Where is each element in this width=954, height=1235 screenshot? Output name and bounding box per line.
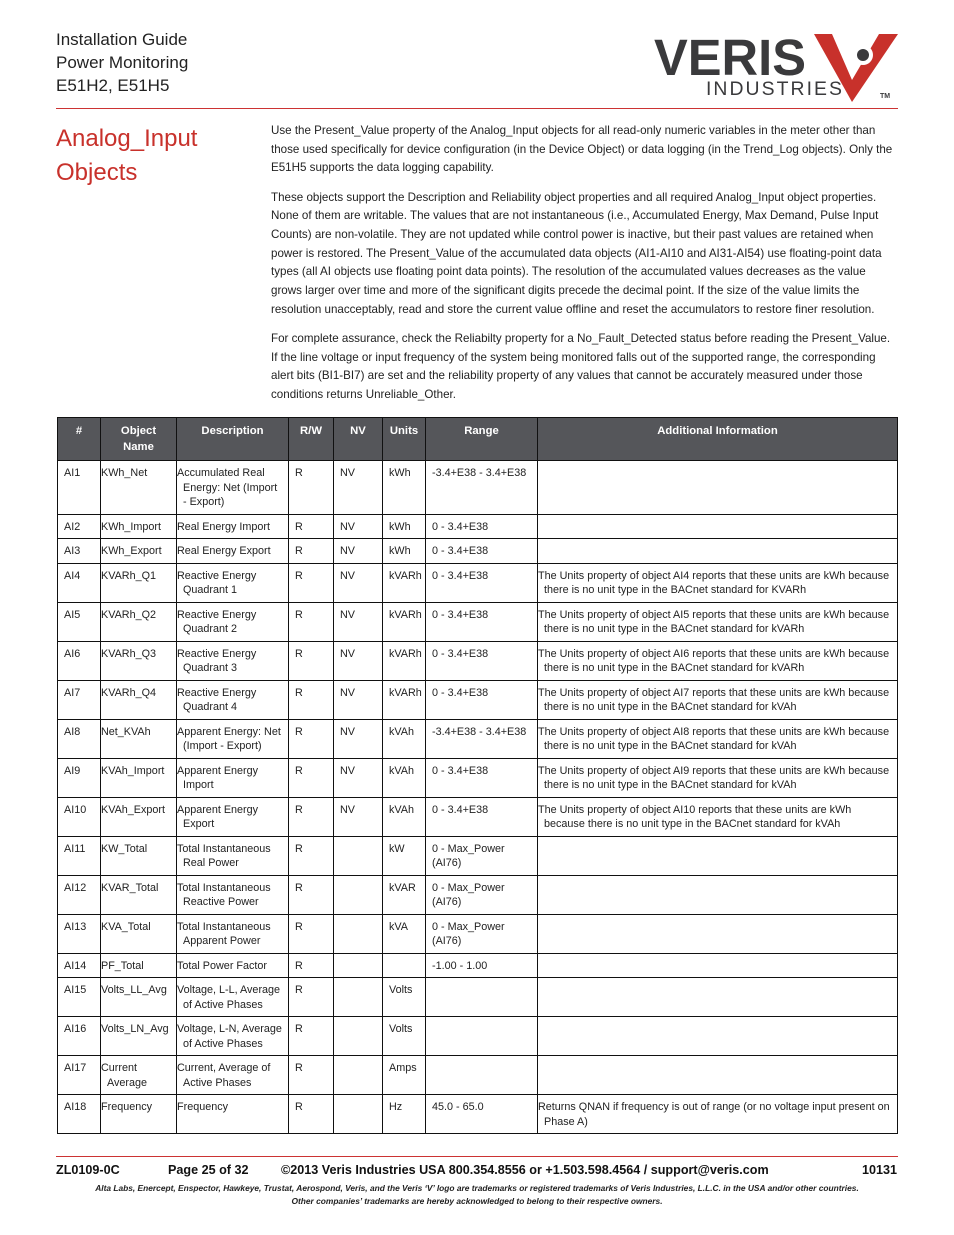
cell-units: kVAh — [383, 758, 426, 797]
col-header-range: Range — [426, 418, 538, 461]
cell-additional-info: The Units property of object AI7 reports that these units are kWh because there is no unit type in the BACnet standard for kVAh — [538, 680, 898, 719]
table-row — [58, 461, 898, 515]
table-row — [58, 641, 898, 680]
footer-trademark-line2: Other companies’ trademarks are hereby acknowledged to belong to their respective owners. — [291, 1196, 663, 1206]
cell-number: AI12 — [58, 875, 101, 914]
cell-additional-info — [538, 539, 898, 564]
cell-units: Volts — [383, 1017, 426, 1056]
cell-units — [383, 953, 426, 978]
section-title-line2: Objects — [56, 159, 138, 186]
cell-range — [426, 1017, 538, 1056]
cell-number: AI14 — [58, 953, 101, 978]
cell-number: AI18 — [58, 1095, 101, 1134]
cell-description: Voltage, L-N, Average of Active Phases — [177, 1017, 289, 1056]
cell-nv — [334, 914, 383, 953]
cell-units: Volts — [383, 978, 426, 1017]
cell-range — [426, 978, 538, 1017]
header-rule — [56, 108, 898, 109]
table-row — [58, 914, 898, 953]
cell-rw: R — [289, 461, 334, 515]
cell-range: 0 - 3.4+E38 — [426, 602, 538, 641]
cell-units: kVARh — [383, 641, 426, 680]
cell-range: 0 - 3.4+E38 — [426, 641, 538, 680]
cell-description: Apparent Energy: Net (Import - Export) — [177, 719, 289, 758]
cell-rw: R — [289, 978, 334, 1017]
cell-nv: NV — [334, 602, 383, 641]
cell-rw: R — [289, 719, 334, 758]
cell-additional-info — [538, 914, 898, 953]
cell-additional-info — [538, 1056, 898, 1095]
table-row — [58, 1017, 898, 1056]
cell-rw: R — [289, 514, 334, 539]
cell-units: Amps — [383, 1056, 426, 1095]
col-header-description: Description — [177, 418, 289, 461]
cell-number: AI1 — [58, 461, 101, 515]
cell-units: kVA — [383, 914, 426, 953]
doc-title-line2: Power Monitoring — [56, 53, 189, 72]
cell-additional-info — [538, 461, 898, 515]
cell-number: AI9 — [58, 758, 101, 797]
document-title-block — [56, 28, 188, 97]
cell-additional-info: The Units property of object AI8 reports that these units are kWh because there is no unit type in the BACnet standard for kVAh — [538, 719, 898, 758]
cell-range: -3.4+E38 - 3.4+E38 — [426, 719, 538, 758]
veris-logo — [654, 28, 900, 104]
cell-additional-info: The Units property of object AI4 reports that these units are kWh because there is no unit type in the BACnet standard for KVARh — [538, 563, 898, 602]
cell-additional-info: The Units property of object AI6 reports that these units are kWh because there is no unit type in the BACnet standard for kVARh — [538, 641, 898, 680]
intro-paragraph: Use the Present_Value property of the Analog_Input objects for all read-only numeric variables in the meter other than those used specifically for device configuration (in the Device Object) or data logging (in the Trend_Log objects). Only the E51H5 supports the data logging capability. — [271, 124, 893, 175]
cell-range: -1.00 - 1.00 — [426, 953, 538, 978]
cell-additional-info: The Units property of object AI10 reports that these units are kWh because there is no unit type in the BACnet standard for kVAh — [538, 797, 898, 836]
cell-number: AI4 — [58, 563, 101, 602]
cell-description: Accumulated Real Energy: Net (Import - Export) — [177, 461, 289, 515]
cell-number: AI5 — [58, 602, 101, 641]
col-header-additional-info: Additional Information — [538, 418, 898, 461]
cell-units: kWh — [383, 539, 426, 564]
cell-nv — [334, 978, 383, 1017]
cell-range: 0 - 3.4+E38 — [426, 680, 538, 719]
cell-description: Real Energy Export — [177, 539, 289, 564]
cell-description: Reactive Energy Quadrant 4 — [177, 680, 289, 719]
cell-units: kW — [383, 836, 426, 875]
table-row — [58, 602, 898, 641]
table-row — [58, 1095, 898, 1134]
cell-object-name: KVAh_Export — [101, 797, 177, 836]
cell-nv: NV — [334, 539, 383, 564]
cell-range: 0 - 3.4+E38 — [426, 563, 538, 602]
cell-rw: R — [289, 680, 334, 719]
cell-description: Reactive Energy Quadrant 3 — [177, 641, 289, 680]
cell-rw: R — [289, 1056, 334, 1095]
cell-description: Total Power Factor — [177, 953, 289, 978]
cell-description: Voltage, L-L, Average of Active Phases — [177, 978, 289, 1017]
cell-description: Total Instantaneous Apparent Power — [177, 914, 289, 953]
cell-number: AI7 — [58, 680, 101, 719]
cell-number: AI15 — [58, 978, 101, 1017]
cell-nv: NV — [334, 641, 383, 680]
cell-object-name: Current Average — [101, 1056, 177, 1095]
cell-object-name: KVARh_Q1 — [101, 563, 177, 602]
cell-additional-info: The Units property of object AI9 reports that these units are kWh because there is no unit type in the BACnet standard for kVAh — [538, 758, 898, 797]
cell-description: Total Instantaneous Reactive Power — [177, 875, 289, 914]
logo-subword: INDUSTRIES — [706, 79, 844, 100]
cell-number: AI13 — [58, 914, 101, 953]
cell-object-name: KVARh_Q3 — [101, 641, 177, 680]
col-header-rw: R/W — [289, 418, 334, 461]
cell-range: 0 - 3.4+E38 — [426, 539, 538, 564]
cell-nv: NV — [334, 758, 383, 797]
cell-number: AI11 — [58, 836, 101, 875]
col-header-nv: NV — [334, 418, 383, 461]
cell-additional-info — [538, 875, 898, 914]
cell-rw: R — [289, 797, 334, 836]
footer-copyright: ©2013 Veris Industries USA 800.354.8556 or +1.503.598.4564 / support@veris.com — [281, 1163, 769, 1177]
cell-object-name: KWh_Import — [101, 514, 177, 539]
cell-number: AI8 — [58, 719, 101, 758]
cell-rw: R — [289, 539, 334, 564]
cell-range: 0 - Max_Power (AI76) — [426, 875, 538, 914]
cell-rw: R — [289, 602, 334, 641]
footer-doc-id: ZL0109-0C — [56, 1163, 120, 1177]
cell-description: Apparent Energy Export — [177, 797, 289, 836]
intro-text — [271, 122, 895, 415]
col-header-number: # — [58, 418, 101, 461]
cell-nv: NV — [334, 797, 383, 836]
table-row — [58, 836, 898, 875]
cell-object-name: KVAR_Total — [101, 875, 177, 914]
cell-range: 0 - 3.4+E38 — [426, 758, 538, 797]
cell-nv: NV — [334, 461, 383, 515]
cell-additional-info: The Units property of object AI5 reports that these units are kWh because there is no unit type in the BACnet standard for kVARh — [538, 602, 898, 641]
cell-object-name: PF_Total — [101, 953, 177, 978]
table-header-row — [58, 418, 898, 461]
cell-object-name: KW_Total — [101, 836, 177, 875]
cell-number: AI10 — [58, 797, 101, 836]
cell-rw: R — [289, 914, 334, 953]
cell-units: kWh — [383, 514, 426, 539]
cell-rw: R — [289, 563, 334, 602]
cell-description: Reactive Energy Quadrant 2 — [177, 602, 289, 641]
doc-title-line3: E51H2, E51H5 — [56, 76, 170, 95]
cell-rw: R — [289, 1095, 334, 1134]
cell-description: Real Energy Import — [177, 514, 289, 539]
table-row — [58, 953, 898, 978]
cell-units: kVAR — [383, 875, 426, 914]
logo-dot — [857, 49, 869, 61]
footer-code: 10131 — [862, 1163, 898, 1177]
cell-object-name: Volts_LL_Avg — [101, 978, 177, 1017]
footer-trademark-line1: Alta Labs, Enercept, Enspector, Hawkeye, Trustat, Aerospond, Veris, and the Veris ‘V’ logo are trademarks or registered trademarks of Veris Industries, L.L.C. in the USA and/or other countries. — [95, 1183, 859, 1193]
section-title — [56, 122, 256, 190]
col-header-object-name: Object Name — [101, 418, 177, 461]
cell-units: kVAh — [383, 719, 426, 758]
cell-range: 45.0 - 65.0 — [426, 1095, 538, 1134]
cell-range: 0 - Max_Power (AI76) — [426, 836, 538, 875]
cell-number: AI6 — [58, 641, 101, 680]
cell-rw: R — [289, 758, 334, 797]
cell-nv: NV — [334, 563, 383, 602]
table-row — [58, 514, 898, 539]
cell-nv — [334, 1095, 383, 1134]
table-row — [58, 563, 898, 602]
cell-nv: NV — [334, 719, 383, 758]
cell-nv: NV — [334, 680, 383, 719]
col-header-units: Units — [383, 418, 426, 461]
cell-units: kWh — [383, 461, 426, 515]
cell-description: Apparent Energy Import — [177, 758, 289, 797]
cell-additional-info — [538, 836, 898, 875]
cell-rw: R — [289, 1017, 334, 1056]
cell-rw: R — [289, 836, 334, 875]
cell-range — [426, 1056, 538, 1095]
intro-paragraph: For complete assurance, check the Reliabilty property for a No_Fault_Detected status before reading the Present_Value. If the line voltage or input frequency of the system being monitored falls out of the supported range, the corresponding alert bits (BI1-BI7) are set and the reliability property of any values that cannot be accurately measured under those conditions returns Unreliable_Other. — [271, 332, 891, 402]
cell-number: AI17 — [58, 1056, 101, 1095]
cell-rw: R — [289, 641, 334, 680]
cell-nv — [334, 1017, 383, 1056]
doc-title-line1: Installation Guide — [56, 30, 188, 49]
cell-object-name: KVARh_Q4 — [101, 680, 177, 719]
cell-nv: NV — [334, 514, 383, 539]
table-row — [58, 1056, 898, 1095]
cell-units: Hz — [383, 1095, 426, 1134]
table-row — [58, 680, 898, 719]
table-row — [58, 758, 898, 797]
cell-range: 0 - 3.4+E38 — [426, 514, 538, 539]
cell-additional-info — [538, 1017, 898, 1056]
cell-additional-info — [538, 953, 898, 978]
cell-number: AI16 — [58, 1017, 101, 1056]
cell-number: AI2 — [58, 514, 101, 539]
cell-description: Reactive Energy Quadrant 1 — [177, 563, 289, 602]
cell-description: Frequency — [177, 1095, 289, 1134]
table-row — [58, 875, 898, 914]
table-row — [58, 719, 898, 758]
intro-paragraph: These objects support the Description and Reliability object properties and all required Analog_Input object properties. None of them are writable. The values that are not instantaneous (i.e., Accumulated Energy, Max Demand, Pulse Input Counts) are non-volatile. They are not updated while control power is inactive, but their past values are retained when power is restored. The Present_Value of the accumulated data objects (AI1-AI10 and AI31-AI54) use floating-point data types (all AI objects use floating point data points). The resolution of the accumulated values decreases as the value grows larger over time and more of the significant digits precede the decimal point. If the size of the value limits the resolution unacceptably, read and store the current value offline and reset the accumulators to restore finer resolution. — [271, 190, 882, 316]
cell-object-name: KWh_Net — [101, 461, 177, 515]
cell-nv — [334, 875, 383, 914]
logo-word: VERIS — [654, 29, 806, 86]
cell-nv — [334, 1056, 383, 1095]
cell-object-name: KVARh_Q2 — [101, 602, 177, 641]
cell-description: Total Instantaneous Real Power — [177, 836, 289, 875]
cell-units: kVAh — [383, 797, 426, 836]
cell-description: Current, Average of Active Phases — [177, 1056, 289, 1095]
cell-additional-info: Returns QNAN if frequency is out of range (or no voltage input present on Phase A) — [538, 1095, 898, 1134]
footer-rule — [56, 1156, 898, 1157]
cell-nv — [334, 953, 383, 978]
cell-object-name: KVAh_Import — [101, 758, 177, 797]
cell-object-name: Net_KVAh — [101, 719, 177, 758]
cell-nv — [334, 836, 383, 875]
table-row — [58, 978, 898, 1017]
cell-units: kVARh — [383, 563, 426, 602]
cell-additional-info — [538, 514, 898, 539]
cell-units: kVARh — [383, 680, 426, 719]
section-title-line1: Analog_Input — [56, 125, 198, 152]
cell-object-name: Volts_LN_Avg — [101, 1017, 177, 1056]
cell-object-name: Frequency — [101, 1095, 177, 1134]
analog-input-table — [57, 417, 898, 1134]
cell-rw: R — [289, 875, 334, 914]
table-row — [58, 539, 898, 564]
cell-range: 0 - Max_Power (AI76) — [426, 914, 538, 953]
footer-page-number: Page 25 of 32 — [168, 1163, 249, 1177]
cell-object-name: KWh_Export — [101, 539, 177, 564]
cell-object-name: KVA_Total — [101, 914, 177, 953]
cell-range: 0 - 3.4+E38 — [426, 797, 538, 836]
cell-additional-info — [538, 978, 898, 1017]
cell-number: AI3 — [58, 539, 101, 564]
logo-trademark: TM — [880, 93, 891, 100]
cell-units: kVARh — [383, 602, 426, 641]
table-row — [58, 797, 898, 836]
cell-range: -3.4+E38 - 3.4+E38 — [426, 461, 538, 515]
cell-rw: R — [289, 953, 334, 978]
